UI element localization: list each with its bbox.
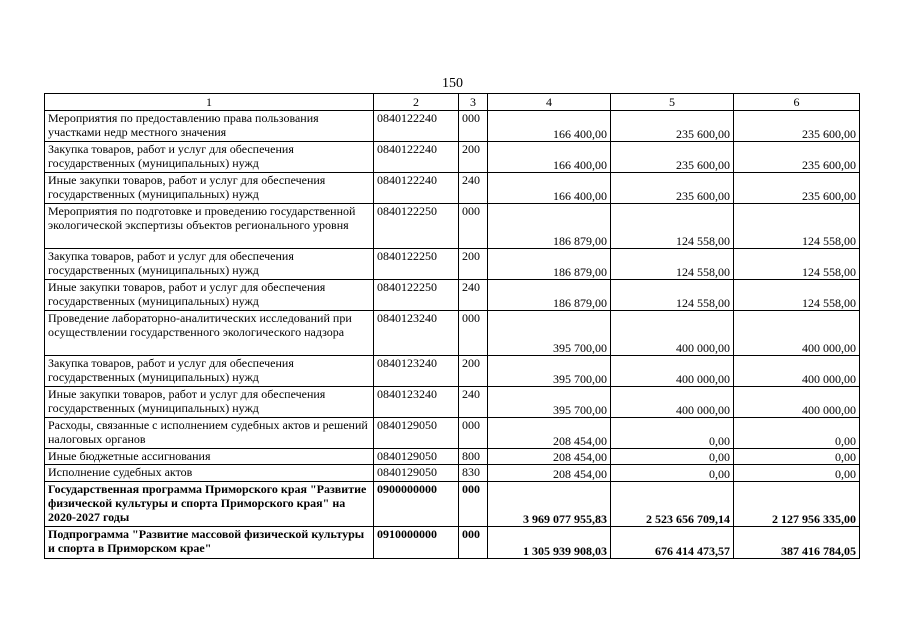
row-type-cell: 000 [459,111,488,142]
table-row [45,387,860,418]
row-code-cell: 0910000000 [374,527,459,559]
row-code-cell: 0840122240 [374,111,459,142]
row-type-cell: 000 [459,204,488,249]
table-row [45,249,860,280]
row-value-2021-cell: 235 600,00 [611,173,734,204]
row-value-2022-cell: 400 000,00 [734,356,860,387]
row-type-cell: 200 [459,356,488,387]
row-name-cell: Подпрограмма "Развитие массовой физической культуры и спорта в Приморском крае" [45,527,374,559]
row-value-2021-cell: 235 600,00 [611,111,734,142]
table-row [45,482,860,527]
row-value-2021-cell: 124 558,00 [611,249,734,280]
row-name-cell: Иные закупки товаров, работ и услуг для обеспечения государственных (муниципальных) нужд [45,280,374,311]
row-value-2022-cell: 0,00 [734,418,860,449]
table-row [45,311,860,356]
row-value-2022-cell: 124 558,00 [734,249,860,280]
row-value-2022-cell: 124 558,00 [734,280,860,311]
row-name-cell: Государственная программа Приморского края "Развитие физической культуры и спорта Приморского края" на 2020-2027 годы [45,482,374,527]
column-header: 5 [611,94,734,111]
page-number: 150 [442,76,463,91]
row-code-cell: 0840122250 [374,280,459,311]
row-value-2022-cell: 387 416 784,05 [734,527,860,559]
row-value-2020-cell: 208 454,00 [488,418,611,449]
row-name-cell: Закупка товаров, работ и услуг для обеспечения государственных (муниципальных) нужд [45,249,374,280]
row-type-cell: 200 [459,142,488,173]
table-row [45,280,860,311]
row-value-2020-cell: 395 700,00 [488,356,611,387]
table-row [45,204,860,249]
row-name-cell: Иные закупки товаров, работ и услуг для обеспечения государственных (муниципальных) нужд [45,173,374,204]
row-type-cell: 240 [459,280,488,311]
table-row [45,449,860,465]
row-value-2021-cell: 0,00 [611,418,734,449]
row-value-2022-cell: 400 000,00 [734,311,860,356]
row-value-2022-cell: 235 600,00 [734,173,860,204]
row-name-cell: Расходы, связанные с исполнением судебных актов и решений налоговых органов [45,418,374,449]
row-value-2020-cell: 208 454,00 [488,465,611,482]
row-code-cell: 0840122250 [374,204,459,249]
row-code-cell: 0840129050 [374,449,459,465]
row-type-cell: 830 [459,465,488,482]
row-type-cell: 000 [459,311,488,356]
row-value-2020-cell: 166 400,00 [488,142,611,173]
row-type-cell: 200 [459,249,488,280]
column-header: 6 [734,94,860,111]
table-row [45,173,860,204]
row-name-cell: Иные закупки товаров, работ и услуг для обеспечения государственных (муниципальных) нужд [45,387,374,418]
table-row [45,465,860,482]
column-header: 4 [488,94,611,111]
table-row [45,142,860,173]
row-value-2022-cell: 2 127 956 335,00 [734,482,860,527]
row-code-cell: 0840123240 [374,356,459,387]
budget-table [44,93,860,559]
row-code-cell: 0840122240 [374,173,459,204]
row-value-2021-cell: 124 558,00 [611,280,734,311]
row-value-2022-cell: 235 600,00 [734,111,860,142]
row-value-2020-cell: 186 879,00 [488,280,611,311]
row-code-cell: 0840123240 [374,311,459,356]
row-code-cell: 0900000000 [374,482,459,527]
row-value-2021-cell: 400 000,00 [611,311,734,356]
row-code-cell: 0840129050 [374,465,459,482]
row-value-2020-cell: 186 879,00 [488,249,611,280]
row-code-cell: 0840122250 [374,249,459,280]
row-type-cell: 000 [459,482,488,527]
row-type-cell: 800 [459,449,488,465]
row-name-cell: Мероприятия по подготовке и проведению государственной экологической экспертизы объектов регионального уровня [45,204,374,249]
column-number-row [45,94,860,111]
row-name-cell: Исполнение судебных актов [45,465,374,482]
row-type-cell: 240 [459,387,488,418]
column-header: 2 [374,94,459,111]
row-value-2020-cell: 208 454,00 [488,449,611,465]
row-value-2020-cell: 186 879,00 [488,204,611,249]
row-value-2020-cell: 166 400,00 [488,173,611,204]
table-row [45,111,860,142]
row-value-2021-cell: 0,00 [611,465,734,482]
column-header: 3 [459,94,488,111]
row-value-2021-cell: 400 000,00 [611,356,734,387]
row-value-2021-cell: 124 558,00 [611,204,734,249]
table-row [45,527,860,559]
row-name-cell: Закупка товаров, работ и услуг для обеспечения государственных (муниципальных) нужд [45,142,374,173]
row-value-2020-cell: 395 700,00 [488,311,611,356]
row-value-2022-cell: 235 600,00 [734,142,860,173]
row-name-cell: Иные бюджетные ассигнования [45,449,374,465]
row-value-2021-cell: 0,00 [611,449,734,465]
row-type-cell: 000 [459,418,488,449]
row-type-cell: 240 [459,173,488,204]
row-value-2021-cell: 235 600,00 [611,142,734,173]
column-header: 1 [45,94,374,111]
row-value-2020-cell: 3 969 077 955,83 [488,482,611,527]
row-code-cell: 0840122240 [374,142,459,173]
row-value-2022-cell: 124 558,00 [734,204,860,249]
row-value-2021-cell: 400 000,00 [611,387,734,418]
row-code-cell: 0840129050 [374,418,459,449]
table-row [45,418,860,449]
row-value-2020-cell: 395 700,00 [488,387,611,418]
row-name-cell: Закупка товаров, работ и услуг для обеспечения государственных (муниципальных) нужд [45,356,374,387]
row-value-2021-cell: 676 414 473,57 [611,527,734,559]
row-value-2020-cell: 166 400,00 [488,111,611,142]
row-value-2021-cell: 2 523 656 709,14 [611,482,734,527]
row-name-cell: Мероприятия по предоставлению права пользования участками недр местного значения [45,111,374,142]
row-name-cell: Проведение лабораторно-аналитических исследований при осуществлении государственного экологического надзора [45,311,374,356]
row-type-cell: 000 [459,527,488,559]
row-value-2020-cell: 1 305 939 908,03 [488,527,611,559]
row-value-2022-cell: 0,00 [734,449,860,465]
row-value-2022-cell: 0,00 [734,465,860,482]
row-code-cell: 0840123240 [374,387,459,418]
table-row [45,356,860,387]
row-value-2022-cell: 400 000,00 [734,387,860,418]
